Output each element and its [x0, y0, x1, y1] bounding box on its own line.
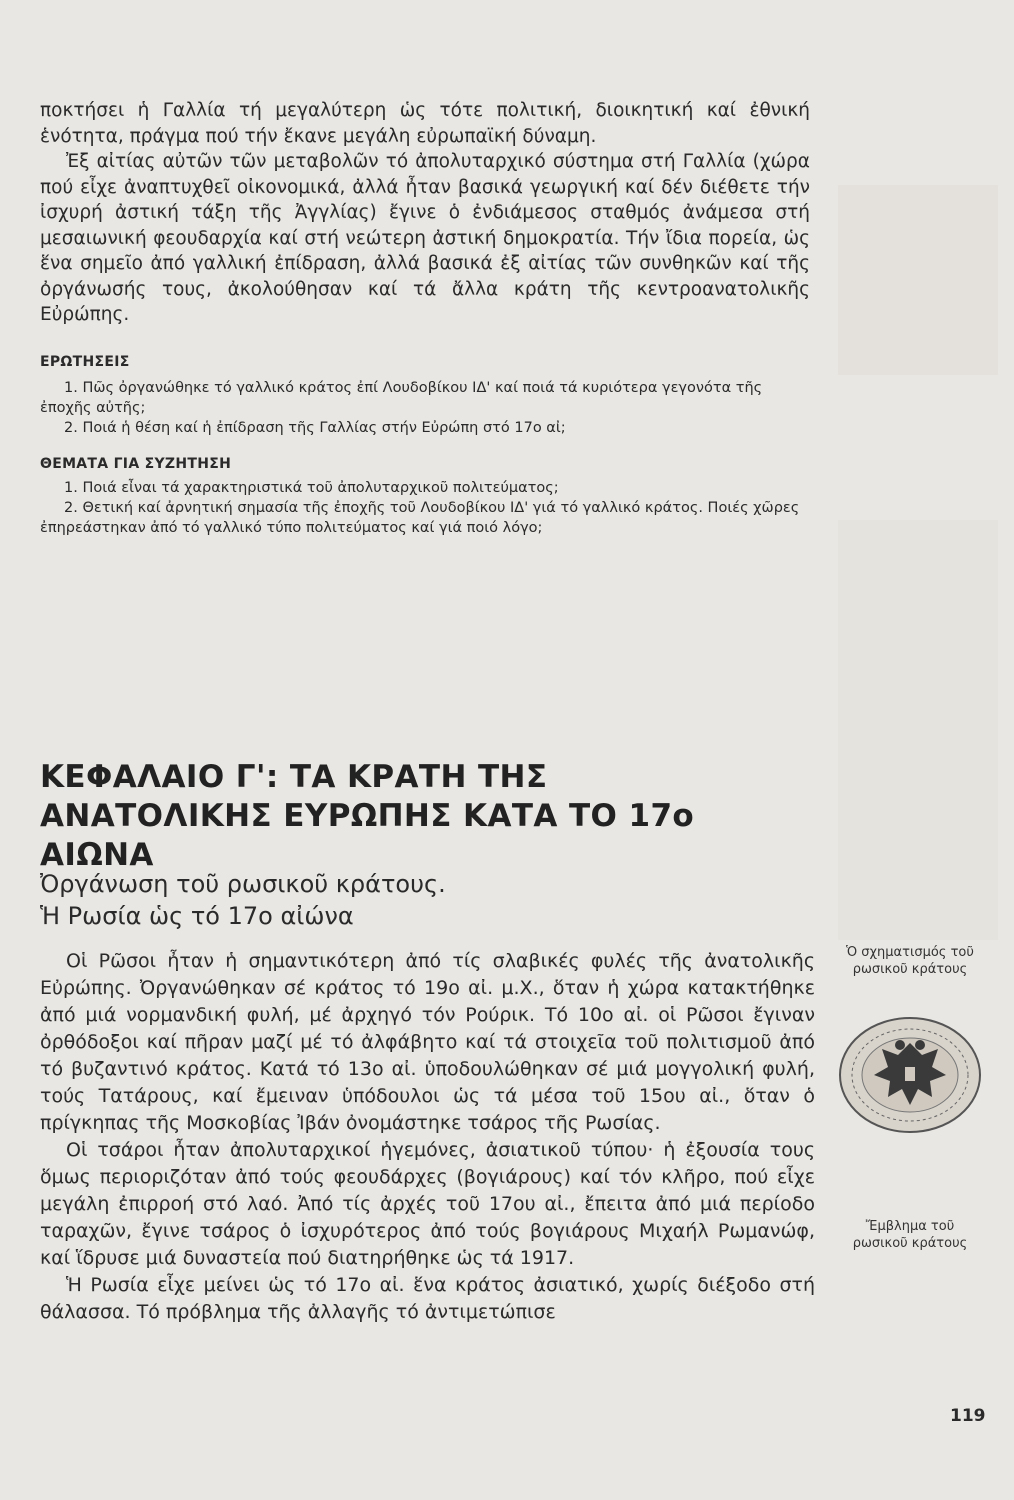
question-item-2: 2. Ποιά ἡ θέση καί ἡ ἐπίδραση τῆς Γαλλίας στήν Εὐρώπη στό 17ο αἰ;: [64, 419, 566, 436]
subtitle-line-1: Ὀργάνωση τοῦ ρωσικοῦ κράτους.: [40, 870, 446, 898]
chapter-title-line-2: ΑΝΑΤΟΛΙΚΗΣ ΕΥΡΩΠΗΣ ΚΑΤΑ ΤΟ 17ο ΑΙΩΝΑ: [40, 798, 695, 873]
page-number: 119: [950, 1406, 986, 1426]
topics-heading: ΘΕΜΑΤΑ ΓΙΑ ΣΥΖΗΤΗΣΗ: [40, 455, 232, 472]
subtitle-line-2: Ἡ Ρωσία ὡς τό 17ο αἰώνα: [40, 902, 354, 930]
questions-list: [40, 378, 810, 438]
intro-paragraph-2: Ἐξ αἰτίας αὐτῶν τῶν μεταβολῶν τό ἀπολυταρχικό σύστημα στή Γαλλία (χώρα πού εἶχε ἀναπτυχθεῖ οἰκονομικά, ἀλλά ἦταν βασικά γεωργική καί δέν διέθετε τήν ἰσχυρή ἀστική τάξη τῆς Ἀγγλίας) ἔγινε ὁ ἐνδιάμεσος σταθμός ἀνάμεσα στή μεσαιωνική φεουδαρχία καί στή νεώτερη ἀστική δημοκρατία. Τήν ἴδια πορεία, ὡς ἕνα σημεῖο ἀπό γαλλική ἐπίδραση, ἀλλά βασικά ἐξ αἰτίας τῶν συνθηκῶν καί τῆς ὀργάνωσής τους, ἀκολούθησαν καί τά ἄλλα κράτη τῆς κεντροανατολικῆς Εὐρώπης.: [40, 151, 810, 325]
bleed-through-image-middle: [838, 520, 998, 940]
intro-section: [40, 98, 810, 538]
intro-paragraph-1: ποκτήσει ἡ Γαλλία τή μεγαλύτερη ὡς τότε πολιτική, διοικητική καί ἐθνική ἑνότητα, πράγμα πού τήν ἔκανε μεγάλη εὐρωπαϊκή δύναμη.: [40, 100, 810, 147]
caption-emblem: Ἔμβλημα τοῦ ρωσικοῦ κράτους: [852, 1219, 968, 1251]
caption-formation: Ὁ σχηματισμός τοῦ ρωσικοῦ κράτους: [846, 945, 974, 977]
topic-item-2: 2. Θετική καί ἀρνητική σημασία τῆς ἐποχῆς τοῦ Λουδοβίκου ΙΔ' γιά τό γαλλικό κράτος. Ποιές χῶρες ἐπηρεάστηκαν ἀπό τό γαλλικό τύπο πολιτεύματος καί γιά ποιό λόγο;: [40, 499, 800, 536]
chapter-title: [40, 758, 810, 875]
body-paragraph-1: Οἱ Ρῶσοι ἦταν ἡ σημαντικότερη ἀπό τίς σλαβικές φυλές τῆς ἀνατολικῆς Εὐρώπης. Ὀργανώθηκαν σέ κράτος τό 19ο αἰ. μ.Χ., ὅταν ἡ χώρα κατακτήθηκε ἀπό μιά νορμανδική φυλή, μέ ἀρχηγό τόν Ρούρικ. Τό 10ο αἰ. οἱ Ρῶσοι ἔγιναν ὀρθόδοξοι καί πῆραν μαζί μέ τό ἀλφάβητο καί τά στοιχεῖα τοῦ πολιτισμοῦ ἀπό τό βυζαντινό κράτος. Κατά τό 13ο αἰ. ὑποδουλώθηκαν σέ μιά μογγολική φυλή, τούς Τατάρους, καί ἔμειναν ὑπόδουλοι ὡς τά μέσα τοῦ 15ου αἰ., ὅταν ὁ πρίγκηπας τῆς Μοσκοβίας Ἰβάν ὀνομάστηκε τσάρος τῆς Ρωσίας.: [40, 950, 815, 1134]
topic-item-1: 1. Ποιά εἶναι τά χαρακτηριστικά τοῦ ἀπολυταρχικοῦ πολιτεύματος;: [64, 479, 559, 496]
questions-heading: ΕΡΩΤΗΣΕΙΣ: [40, 353, 130, 370]
body-paragraph-3: Ἡ Ρωσία εἶχε μείνει ὡς τό 17ο αἰ. ἕνα κράτος ἀσιατικό, χωρίς διέξοδο στή θάλασσα. Τό πρόβλημα τῆς ἀλλαγῆς τό ἀντιμετώπισε: [40, 1274, 815, 1323]
chapter-title-line-1: ΚΕΦΑΛΑΙΟ Γ': ΤΑ ΚΡΑΤΗ ΤΗΣ: [40, 759, 548, 795]
section-subtitle: [40, 868, 810, 932]
russian-emblem-image: [838, 1015, 983, 1135]
question-item-1: 1. Πῶς ὀργανώθηκε τό γαλλικό κράτος ἐπί Λουδοβίκου ΙΔ' καί ποιά τά κυριότερα γεγονότα τῆς ἐποχῆς αὐτῆς;: [40, 379, 763, 416]
chapter-body: [40, 948, 815, 1326]
bleed-through-image-top: [838, 185, 998, 375]
body-paragraph-2: Οἱ τσάροι ἦταν ἀπολυταρχικοί ἡγεμόνες, ἀσιατικοῦ τύπου· ἡ ἐξουσία τους ὅμως περιοριζόταν ἀπό τούς φεουδάρχες (βογιάρους) καί τόν κλῆρο, πού εἶχε μεγάλη ἐπιρροή στό λαό. Ἀπό τίς ἀρχές τοῦ 17ου αἰ., ἔπειτα ἀπό μιά περίοδο ταραχῶν, ἔγινε τσάρος ὁ ἰσχυρότερος ἀπό τούς βογιάρους Μιχαήλ Ρωμανώφ, καί ἵδρυσε μιά δυναστεία πού διατηρήθηκε ὡς τά 1917.: [40, 1139, 815, 1269]
topics-list: [40, 478, 810, 538]
